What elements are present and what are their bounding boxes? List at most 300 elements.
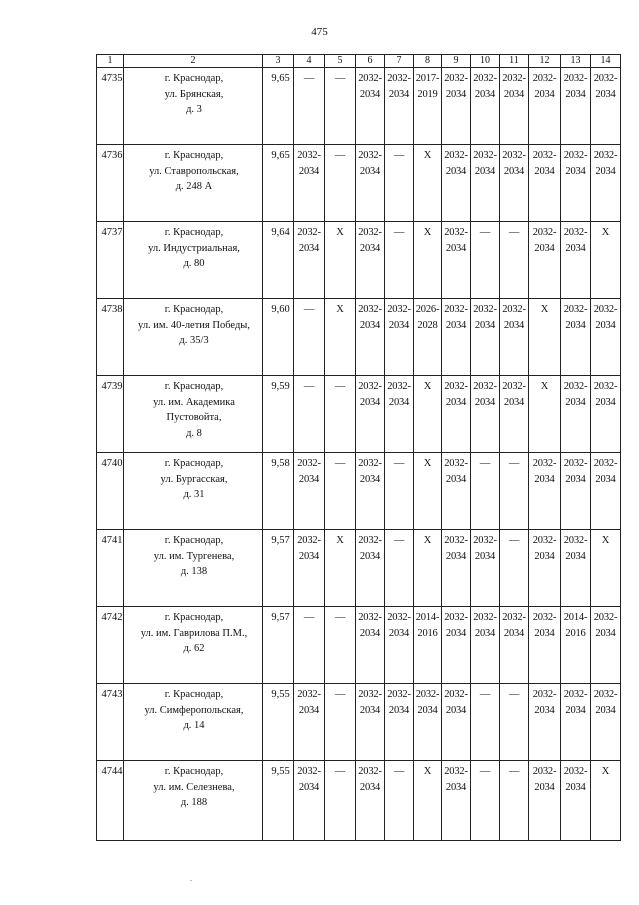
table-row <box>97 761 621 841</box>
period-cell <box>414 684 442 761</box>
period-value: 2034 <box>474 396 496 408</box>
period-value: 2034 <box>445 781 467 793</box>
period-value: 2032- <box>297 150 321 161</box>
period-value: 2034 <box>445 319 467 331</box>
period-value: — <box>508 689 520 700</box>
period-cell <box>561 684 591 761</box>
period-value: 2032- <box>444 227 468 238</box>
period-value: 2032- <box>593 150 618 161</box>
period-cell <box>529 761 561 841</box>
period-cell <box>442 222 471 299</box>
period-value: 2034 <box>565 165 586 177</box>
period-value: X <box>423 381 432 392</box>
period-value: 2032- <box>473 535 497 546</box>
address-line: ул. им. Тургенева, <box>153 550 235 562</box>
table-body <box>97 68 621 841</box>
column-number-header: 9 <box>442 55 471 68</box>
period-cell <box>471 299 500 376</box>
period-cell <box>529 68 561 145</box>
period-value: 2034 <box>445 704 467 716</box>
rate-cell: 9,64 <box>263 222 294 299</box>
rate-cell: 9,60 <box>263 299 294 376</box>
period-value: 2034 <box>417 704 438 716</box>
period-value: 2032- <box>563 150 588 161</box>
period-cell <box>385 222 414 299</box>
period-value: — <box>303 381 315 392</box>
period-value: 2032- <box>593 381 618 392</box>
rate-cell: 9,55 <box>263 684 294 761</box>
period-value: 2034 <box>595 165 616 177</box>
period-value: 2032- <box>593 612 618 623</box>
address-line: г. Краснодар, <box>164 73 224 84</box>
period-value: 2032- <box>444 689 468 700</box>
period-cell <box>471 145 500 222</box>
period-cell <box>356 299 385 376</box>
table-row <box>97 453 621 530</box>
period-cell <box>294 145 325 222</box>
period-value: 2034 <box>359 319 381 331</box>
period-value: 2034 <box>534 704 555 716</box>
address-line: г. Краснодар, <box>164 766 224 777</box>
period-value: 2034 <box>359 781 381 793</box>
period-value: 2032- <box>358 227 382 238</box>
period-value: — <box>479 689 491 700</box>
period-value: 2032- <box>444 612 468 623</box>
period-value: 2032- <box>358 73 382 84</box>
period-value: 2032- <box>502 150 526 161</box>
period-value: 2034 <box>445 473 467 485</box>
period-value: X <box>601 227 610 238</box>
period-value: 2034 <box>534 781 555 793</box>
period-value: 2034 <box>565 550 586 562</box>
scan-speck <box>190 880 192 881</box>
address-cell <box>124 222 263 299</box>
period-cell <box>385 145 414 222</box>
period-cell <box>356 145 385 222</box>
period-value: — <box>303 612 315 623</box>
period-value: — <box>334 150 346 161</box>
table-row <box>97 684 621 761</box>
period-value: 2034 <box>388 704 410 716</box>
column-number-header: 10 <box>471 55 500 68</box>
address-line: ул. Индустриальная, <box>148 242 240 254</box>
column-number-header: 1 <box>97 55 124 68</box>
period-cell <box>414 376 442 453</box>
period-cell <box>529 607 561 684</box>
rate-cell: 9,65 <box>263 145 294 222</box>
address-cell <box>124 145 263 222</box>
period-value: 2032- <box>593 73 618 84</box>
period-cell <box>471 222 500 299</box>
period-value: — <box>508 766 520 777</box>
period-value: 2034 <box>503 627 525 639</box>
table-row <box>97 222 621 299</box>
period-value: 2034 <box>359 242 381 254</box>
address-line: д. 3 <box>186 104 202 115</box>
period-value: 2032- <box>532 73 557 84</box>
period-value: 2014- <box>415 612 440 623</box>
period-value: 2034 <box>565 781 586 793</box>
period-value: 2032- <box>297 227 321 238</box>
address-line: д. 80 <box>183 258 205 269</box>
row-number-cell: 4738 <box>97 299 124 376</box>
row-number-cell: 4735 <box>97 68 124 145</box>
period-value: 2034 <box>565 704 586 716</box>
period-value: 2034 <box>445 396 467 408</box>
period-value: 2034 <box>359 88 381 100</box>
period-cell <box>294 68 325 145</box>
period-cell <box>591 453 621 530</box>
column-number-header: 11 <box>500 55 529 68</box>
period-cell <box>385 453 414 530</box>
period-value: 2032- <box>532 150 557 161</box>
period-cell <box>591 684 621 761</box>
period-cell <box>561 607 591 684</box>
period-value: 2032- <box>358 689 382 700</box>
period-value: 2034 <box>534 242 555 254</box>
row-number-cell: 4744 <box>97 761 124 841</box>
period-value: 2034 <box>595 473 616 485</box>
rate-cell: 9,59 <box>263 376 294 453</box>
period-value: 2034 <box>503 396 525 408</box>
table-row <box>97 68 621 145</box>
period-cell <box>471 684 500 761</box>
period-cell <box>356 68 385 145</box>
address-line: ул. им. 40-летия Победы, <box>138 319 250 331</box>
period-cell <box>325 376 356 453</box>
period-value: 2032- <box>563 535 588 546</box>
address-line: ул. им. Гаврилова П.М., <box>140 627 248 639</box>
period-cell <box>561 530 591 607</box>
period-value: X <box>336 227 344 238</box>
period-cell <box>529 453 561 530</box>
period-value: 2032- <box>444 73 468 84</box>
column-number-header: 6 <box>356 55 385 68</box>
period-cell <box>442 607 471 684</box>
address-line: ул. Симферопольская, <box>144 704 244 716</box>
period-cell <box>442 684 471 761</box>
period-value: 2034 <box>565 319 586 331</box>
period-value: 2034 <box>534 627 555 639</box>
period-value: 2034 <box>474 88 496 100</box>
period-value: 2032- <box>387 381 411 392</box>
address-line: д. 248 А <box>175 181 213 192</box>
address-line: д. 188 <box>180 797 208 808</box>
address-line: д. 138 <box>180 566 208 577</box>
period-value: 2034 <box>359 473 381 485</box>
period-cell <box>500 453 529 530</box>
period-value: 2034 <box>359 165 381 177</box>
period-value: 2034 <box>298 165 320 177</box>
period-value: 2032- <box>444 150 468 161</box>
period-value: — <box>479 227 491 238</box>
period-value: 2034 <box>298 473 320 485</box>
period-value: — <box>508 227 520 238</box>
period-cell <box>414 299 442 376</box>
period-cell <box>294 376 325 453</box>
period-value: 2032- <box>563 766 588 777</box>
period-cell <box>529 376 561 453</box>
row-number-cell: 4736 <box>97 145 124 222</box>
period-value: 2032- <box>297 458 321 469</box>
period-value: 2032- <box>358 304 382 315</box>
period-value: 2034 <box>359 627 381 639</box>
period-value: 2032- <box>593 689 618 700</box>
rate-cell: 9,57 <box>263 530 294 607</box>
period-value: 2032- <box>387 689 411 700</box>
period-value: 2034 <box>534 550 555 562</box>
period-value: 2032- <box>473 304 497 315</box>
period-cell <box>500 145 529 222</box>
column-number-header: 13 <box>561 55 591 68</box>
period-value: 2032- <box>532 612 557 623</box>
period-cell <box>414 145 442 222</box>
period-value: 2032- <box>563 73 588 84</box>
address-line: г. Краснодар, <box>164 150 224 161</box>
period-value: 2034 <box>503 88 525 100</box>
period-value: 2034 <box>298 704 320 716</box>
period-cell <box>471 607 500 684</box>
period-value: 2014- <box>563 612 588 623</box>
period-value: 2034 <box>359 396 381 408</box>
period-value: 2032- <box>473 150 497 161</box>
period-value: 2032- <box>563 689 588 700</box>
period-value: — <box>303 73 315 84</box>
period-cell <box>325 299 356 376</box>
period-value: — <box>334 381 346 392</box>
address-line: д. 35/3 <box>179 335 209 346</box>
period-cell <box>471 530 500 607</box>
period-value: 2016 <box>417 627 438 639</box>
period-value: 2032- <box>358 458 382 469</box>
period-cell <box>471 376 500 453</box>
table-row <box>97 299 621 376</box>
period-value: 2032- <box>593 304 618 315</box>
period-cell <box>529 222 561 299</box>
period-value: 2032- <box>563 458 588 469</box>
rate-cell: 9,55 <box>263 761 294 841</box>
address-cell <box>124 376 263 453</box>
period-value: 2028 <box>417 319 438 331</box>
period-value: — <box>393 150 405 161</box>
period-value: 2034 <box>388 627 410 639</box>
period-cell <box>442 145 471 222</box>
period-value: 2034 <box>445 627 467 639</box>
address-line: д. 8 <box>186 427 202 439</box>
address-line: Пустовойта, <box>166 412 222 423</box>
period-value: 2032- <box>563 304 588 315</box>
period-value: — <box>334 458 346 469</box>
table-row <box>97 145 621 222</box>
period-cell <box>442 453 471 530</box>
period-value: 2034 <box>445 242 467 254</box>
period-value: X <box>540 304 549 315</box>
period-value: — <box>334 689 346 700</box>
period-cell <box>356 453 385 530</box>
period-value: 2032- <box>473 612 497 623</box>
period-value: 2032- <box>444 458 468 469</box>
period-cell <box>561 68 591 145</box>
period-cell <box>561 145 591 222</box>
period-cell <box>414 530 442 607</box>
address-line: д. 31 <box>183 489 205 500</box>
period-cell <box>325 453 356 530</box>
period-cell <box>325 607 356 684</box>
period-value: 2032- <box>358 612 382 623</box>
address-line: г. Краснодар, <box>164 689 224 700</box>
period-value: — <box>393 458 405 469</box>
period-cell <box>500 530 529 607</box>
row-number-cell: 4737 <box>97 222 124 299</box>
row-number-cell: 4742 <box>97 607 124 684</box>
period-value: 2032- <box>532 227 557 238</box>
period-value: 2034 <box>445 550 467 562</box>
period-cell <box>294 453 325 530</box>
period-cell <box>500 68 529 145</box>
period-value: 2032- <box>387 612 411 623</box>
period-value: 2032- <box>473 73 497 84</box>
period-value: 2026- <box>415 304 440 315</box>
row-number-cell: 4739 <box>97 376 124 453</box>
period-cell <box>325 68 356 145</box>
period-cell <box>385 299 414 376</box>
period-value: 2032- <box>563 381 588 392</box>
period-value: 2032- <box>444 381 468 392</box>
table-row <box>97 530 621 607</box>
period-cell <box>325 530 356 607</box>
period-value: — <box>334 73 346 84</box>
column-number-header: 3 <box>263 55 294 68</box>
period-value: 2032- <box>358 535 382 546</box>
address-cell <box>124 530 263 607</box>
period-cell <box>356 761 385 841</box>
period-cell <box>471 68 500 145</box>
period-cell <box>294 299 325 376</box>
rate-cell: 9,65 <box>263 68 294 145</box>
period-cell <box>442 376 471 453</box>
period-value: 2034 <box>445 165 467 177</box>
period-value: 2032- <box>444 304 468 315</box>
period-value: 2034 <box>595 88 616 100</box>
period-cell <box>414 607 442 684</box>
table-row <box>97 376 621 453</box>
period-value: 2032- <box>593 458 618 469</box>
period-cell <box>561 761 591 841</box>
period-value: 2032- <box>415 689 440 700</box>
period-cell <box>529 145 561 222</box>
period-cell <box>442 299 471 376</box>
address-line: ул. Ставропольская, <box>149 165 239 177</box>
period-value: 2032- <box>444 766 468 777</box>
period-cell <box>356 607 385 684</box>
period-cell <box>294 222 325 299</box>
period-value: 2034 <box>298 242 320 254</box>
column-number-header: 4 <box>294 55 325 68</box>
period-cell <box>325 684 356 761</box>
period-value: 2034 <box>298 781 320 793</box>
period-value: 2032- <box>563 227 588 238</box>
rate-cell: 9,58 <box>263 453 294 530</box>
period-value: 2032- <box>473 381 497 392</box>
address-cell <box>124 453 263 530</box>
address-line: д. 62 <box>183 643 205 654</box>
period-cell <box>591 299 621 376</box>
period-value: — <box>303 304 315 315</box>
period-value: 2034 <box>565 88 586 100</box>
period-value: 2032- <box>297 689 321 700</box>
period-value: 2032- <box>444 535 468 546</box>
address-cell <box>124 299 263 376</box>
period-cell <box>471 453 500 530</box>
period-value: — <box>393 766 405 777</box>
registry-table <box>96 54 621 841</box>
period-cell <box>385 684 414 761</box>
period-value: 2034 <box>359 550 381 562</box>
period-value: 2032- <box>387 304 411 315</box>
period-cell <box>442 68 471 145</box>
period-cell <box>385 530 414 607</box>
period-cell <box>385 761 414 841</box>
period-value: 2032- <box>502 304 526 315</box>
period-value: 2034 <box>503 319 525 331</box>
address-line: г. Краснодар, <box>164 381 224 392</box>
period-cell <box>529 299 561 376</box>
column-number-header: 7 <box>385 55 414 68</box>
period-value: 2034 <box>565 242 586 254</box>
address-line: г. Краснодар, <box>164 227 224 238</box>
period-value: 2017- <box>415 73 440 84</box>
period-value: — <box>508 458 520 469</box>
row-number-cell: 4743 <box>97 684 124 761</box>
address-line: г. Краснодар, <box>164 458 224 469</box>
period-cell <box>591 68 621 145</box>
period-value: X <box>336 304 344 315</box>
period-cell <box>442 761 471 841</box>
period-cell <box>500 684 529 761</box>
period-cell <box>325 761 356 841</box>
page-number: 475 <box>311 26 328 38</box>
address-line: г. Краснодар, <box>164 612 224 623</box>
period-cell <box>591 222 621 299</box>
period-cell <box>325 222 356 299</box>
period-cell <box>356 222 385 299</box>
address-cell <box>124 684 263 761</box>
period-cell <box>471 761 500 841</box>
address-cell <box>124 607 263 684</box>
period-cell <box>294 684 325 761</box>
period-value: — <box>479 766 491 777</box>
period-value: 2034 <box>565 396 586 408</box>
address-line: ул. Брянская, <box>164 88 224 100</box>
period-value: 2032- <box>358 766 382 777</box>
period-value: 2032- <box>532 766 557 777</box>
period-cell <box>385 376 414 453</box>
period-value: X <box>540 381 549 392</box>
period-value: 2034 <box>534 165 555 177</box>
period-value: 2034 <box>474 319 496 331</box>
period-cell <box>385 68 414 145</box>
address-line: д. 14 <box>183 720 205 731</box>
period-value: 2034 <box>503 165 525 177</box>
column-number-row <box>97 55 621 68</box>
period-cell <box>385 607 414 684</box>
period-value: 2032- <box>297 766 321 777</box>
period-value: — <box>508 535 520 546</box>
period-value: — <box>393 535 405 546</box>
period-value: 2034 <box>595 396 616 408</box>
period-cell <box>591 376 621 453</box>
period-value: 2034 <box>359 704 381 716</box>
